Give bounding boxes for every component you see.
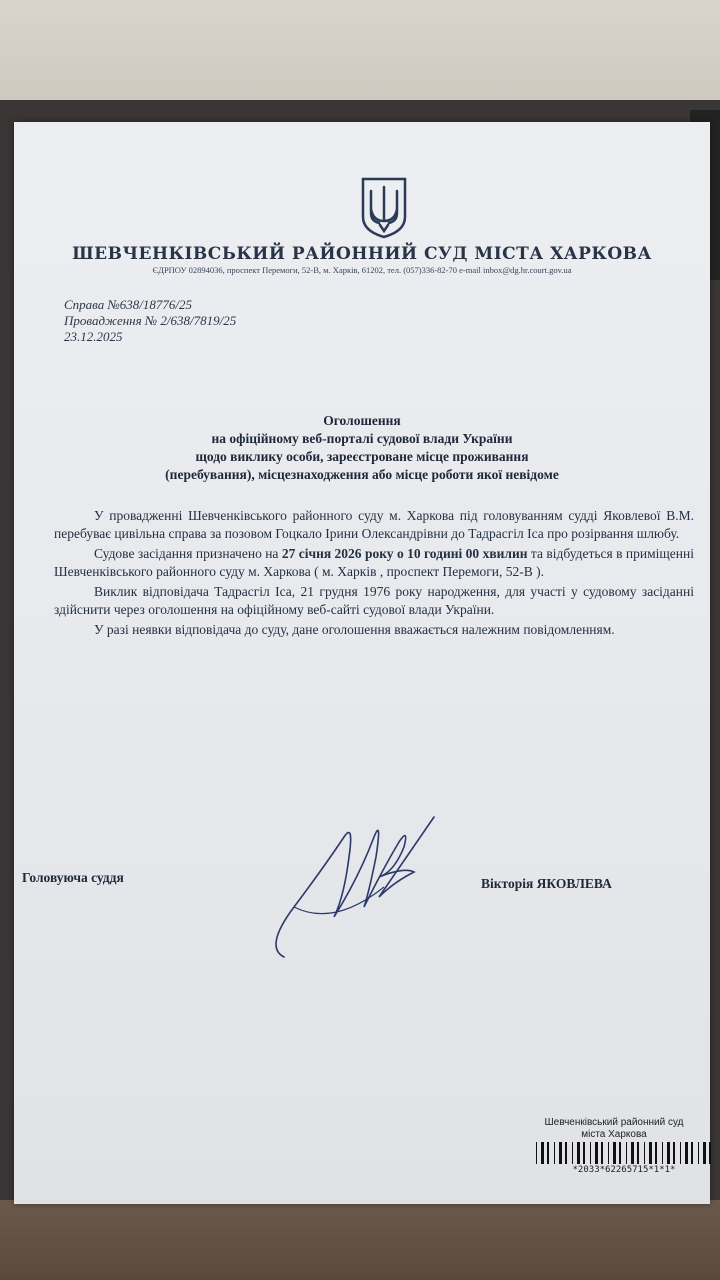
desk-background-bottom [0,1200,720,1280]
barcode-bar [595,1142,598,1164]
hearing-text-before: Судове засідання призначено на [94,546,282,561]
barcode-bar [662,1142,663,1164]
barcode-bar [541,1142,544,1164]
barcode-bar [680,1142,681,1164]
barcode-bar [649,1142,652,1164]
heading-line-1: Оголошення [323,413,401,428]
barcode-bar [655,1142,657,1164]
court-stamp [514,1117,714,1141]
stamp-line-2: міста Харкова [581,1129,647,1140]
barcode-bar [637,1142,639,1164]
barcode-bar [703,1142,706,1164]
trident-emblem-icon [359,177,409,239]
barcode-bar [547,1142,549,1164]
barcode [534,1142,714,1164]
barcode-bar [667,1142,670,1164]
barcode-bar [626,1142,627,1164]
hearing-datetime: 27 січня 2026 року о 10 годині 00 хвилин [281,546,528,561]
judge-role: Головуюча суддя [22,870,124,885]
barcode-bar [572,1142,573,1164]
stamp-line-1: Шевченківський районний суд [544,1117,684,1128]
barcode-bar [608,1142,609,1164]
heading-line-4: (перебування), місцезнаходження або місце роботи якої невідоме [165,467,559,482]
barcode-bar [559,1142,562,1164]
handwritten-signature [264,797,464,967]
barcode-bar [565,1142,567,1164]
court-contact-details: ЄДРПОУ 02894036, проспект Перемоги, 52-В, м. Харків, 61202, тел. (057)336-82-70 e-mail inbox@dg.hr.court.gov.ua [152,265,572,275]
barcode-bar [601,1142,603,1164]
barcode-bar [583,1142,585,1164]
barcode-bar [673,1142,675,1164]
court-name: ШЕВЧЕНКІВСЬКИЙ РАЙОННИЙ СУД МІСТА ХАРКОВА [72,244,652,264]
case-number: Справа №638/18776/25 [64,297,192,312]
heading-line-3: щодо виклику особи, зареєстроване місце проживання [195,449,529,464]
paragraph-notice: У разі неявки відповідача до суду, дане оголошення вважається належним повідомленням. [94,622,615,637]
case-references [64,297,236,345]
paragraph-hearing [54,545,694,581]
barcode-bar [554,1142,555,1164]
barcode-bar [590,1142,591,1164]
paragraph-summons: Виклик відповідача Тадрасгіл Іса, 21 грудня 1976 року народження, для участі у судовому засіданні здійснити через оголошення на офіційному веб-сайті судової влади України. [54,584,694,617]
barcode-bar [709,1142,711,1164]
announcement-heading [14,412,710,484]
heading-line-2: на офіційному веб-порталі судової влади України [211,431,513,446]
judge-name: Вікторія ЯКОВЛЕВА [481,876,612,891]
barcode-bar [577,1142,580,1164]
barcode-bar [619,1142,621,1164]
desk-background-top [0,0,720,100]
barcode-number: *2033*62265715*1*1* [572,1165,676,1175]
document-date: 23.12.2025 [64,329,123,344]
court-document [14,122,710,1204]
barcode-bar [631,1142,634,1164]
barcode-bar [644,1142,645,1164]
hearing-text-after: та відбудеться в приміщенні Шевченківського районного суду м. Харкова ( м. Харків , проспект Перемоги, 52-В ). [54,546,694,579]
proceeding-number: Провадження № 2/638/7819/25 [64,313,237,328]
barcode-bar [698,1142,699,1164]
barcode-bar [613,1142,616,1164]
barcode-bar [536,1142,537,1164]
announcement-body [54,507,694,641]
paragraph-case: У провадженні Шевченківського районного суду м. Харкова під головуванням судді Яковлевої В.М. перебуває цивільна справа за позовом Гоцкало Ірини Олександрівни до Тадрасгіл Іса про розірвання шлюбу. [54,508,694,541]
barcode-bar [685,1142,688,1164]
barcode-bar [691,1142,693,1164]
